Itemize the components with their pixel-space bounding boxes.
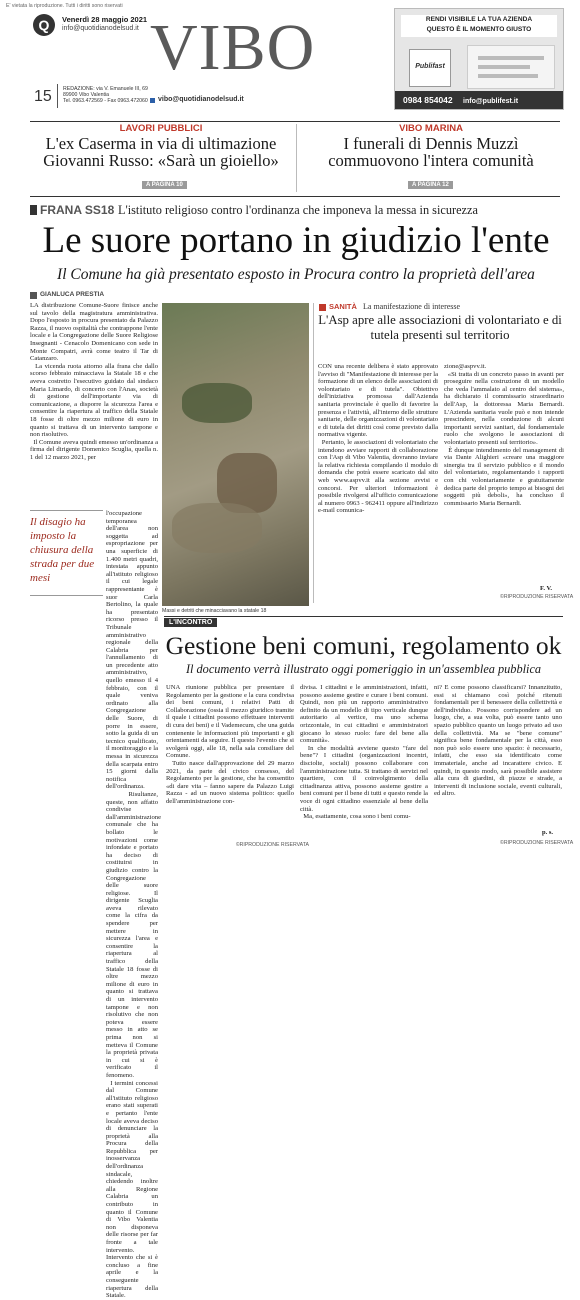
incontro-text-col1: UNA riunione pubblica per presentare il Regolamento per la gestione e la cura condivisa dei beni comuni, i relativi Patti di Collaborazione (ossia il mezzo giuridico tramite il quale i cittadini possono effettuare interventi di cura dei beni) e il Vademecum, che una guida contenente le informazioni più importanti e gli orientamenti da seguire. Il questo l'evento che si svolgerà oggi, alle 18, nella sala consiliare del Comune. Tutto nasce dall'approvazione del 29 marzo 2021, da parte del civico consesso, del Regolamento per la gestione, che ha consentito «di dare vita – fanno sapere da Palazzo Luigi Razza - ad un nuovo sistema politico: quello dell'amministrazione con-: [166, 684, 295, 805]
ad-brand-box: [409, 49, 451, 87]
ad-brand: Publifast: [415, 63, 445, 70]
main-text-col2: l'occupazione temporanea dell'area non soggetta ad espropriazione per una superficie di 1.400 metri quadri, intestata appunto all'istituto religioso il cui legale rappresentante è suor Carla Bertolino, la quale ha presentato ricorso presso il Tribunale amministrativo regionale della Calabria per l'annullamento di un precedente atto amministrativo, quello emesso il 4 febbraio, con il quale veniva ordinato alla Congregazione delle Suore, di porre in essere, sotto la guida di un tecnico qualificato, il monitoraggio e la messa in sicurezza della scarpata entro 15 giorni dalla notifica dell'ordinanza. Risultanze, queste, non affatto condivise dall'amministrazione comunale che ha bollato le motivazioni come infondate e portato ha deciso di costituirsi in giudizio contro la Congregazione delle suore religiose. Il dirigente Scuglia aveva rilevato come la cifra da spendere per mettere in sicurezza l'area e consentire la riapertura al traffico della Statale 18 fosse di oltre mezzo milione di euro in quanto si trattava di un intervento tampone e non risolutivo che non poteva essere messo in atto se prima non si metteva il Comune la proprietà privata in cui si è verificato il fenomeno. I termini concessi dal Comune all'istituto religioso erano stati superati e pertanto l'ente locale aveva deciso di denunciare la proprietà alla Procura della Repubblica per inosservanza dell'ordinanza sindacale, chiedendo inoltre alla Regione Calabria un contributo in quanto il Comune di Vibo Valentia non disponeva delle risorse per far fronte a tale intervento. Intervento che si è concluso a fine aprile e la conseguente riapertura della Statale.: [106, 510, 162, 1300]
newspaper-logo: Q: [33, 14, 55, 36]
incontro-text-col3: ni? E come possono classificarsi? Innanzitutto, essi si chiamano così poiché ritenuti fondamentali per il benessere della collettività e dell'individuo. Possono corrispondere ad un luogo, che, a sua volta, può essere tanto uno spazio pubblico quanto un luogo privato ad uso della collettività. Ma se "bene comune" significa bene fondamentale per la città, esso non può solo essere uno spazio: è necessario, infatti, che esso sia identificato come immateriale, anche ad incarattere civico. E quindi, in questo modo, sarà possibile assistere alla cura di giardini, di piazze e strade, a interventi di inclusione sociale, eventi culturali, ed altro.: [434, 684, 564, 798]
teaser-page-ref: A PAGINA 10: [142, 181, 187, 189]
publifast-ad[interactable]: [394, 8, 564, 110]
teaser-kicker: VIBO MARINA: [399, 123, 463, 134]
teaser-line-1: I funerali di Dennis Muzzì: [343, 134, 519, 153]
main-subhead: Il Comune ha già presentato esposto in Procura contro la proprietà dell'area: [57, 266, 535, 283]
teaser-line-2: commuovono l'intera comunità: [328, 151, 534, 170]
byline: GIANLUCA PRESTIA: [40, 291, 105, 298]
teaser-line-1: L'ex Caserma in via di ultimazione: [45, 134, 277, 153]
sidebar-copyright: ©RIPRODUZIONE RISERVATA: [500, 594, 574, 600]
sidebar-signature: F. V.: [540, 585, 552, 592]
sidebar-kicker: La manifestazione di interesse: [363, 302, 461, 311]
sidebar-text-col2: zione@aspvv.it. «Si tratta di un concreto passo in avanti per proseguire nella costruzione di un modello che veda l'ammalato al centro del sistema», ha dichiarato il commissario straordinario dell'Asp, la dottoressa Maria Bernardi. L'Azienda sanitaria vuole può e non intende prescindere, nella conduzione di alcuni importanti servizi sanitari, dal fondamentale ruolo che svolgono le associazioni di volontariato presenti sul territorio». È dunque intendimento del management di via Dante Alighieri «creare una maggiore sinergia tra il servizio pubblico e il mondo del volontariato, regolamentando i rapporti con chi volontariamente e gratuitamente dedica parte del proprio tempo ai bisogni dei soggetti più deboli», ha concluso il commissario Maria Bernardi.: [444, 363, 565, 507]
photo-caption: Massi e detriti che minacciavano la statale 18: [162, 608, 267, 614]
mail-icon: [150, 98, 155, 103]
ad-illustration: [467, 45, 555, 89]
byline-square-icon: [30, 292, 37, 299]
sidebar-headline: L'Asp apre alle associazioni di volontariato e di tutela presenti sul territorio: [318, 313, 562, 342]
redazione-info: REDAZIONE: via V. Emanuele III, 69 89900 Vibo Valentia Tel. 0963.472569 - Fax 0963.472060: [63, 86, 148, 105]
desk-email: vibo@quotidianodelsud.it: [158, 96, 244, 103]
ad-line-2: QUESTO È IL MOMENTO GIUSTO: [426, 26, 532, 33]
main-occhiello: L'istituto religioso contro l'ordinanza che imponeva la messa in sicurezza: [118, 203, 478, 217]
ad-phone: 0984 854042: [403, 95, 453, 105]
main-copyright: ©RIPRODUZIONE RISERVATA: [235, 842, 309, 848]
ad-email: info@publifest.it: [463, 98, 519, 105]
tag-square-icon: [30, 205, 37, 215]
incontro-text-col2: divisa. I cittadini e le amministrazioni, infatti, possono assieme gestire e curare i beni comuni. Quindi, non più un rapporto amministrativo definito da un modello di tipo verticale dunque autoritario al vertice, ma uno schema orizzontale, in cui cittadini e amministratori giocano lo stesso ruolo: fare del bene alla comunità». In che modalità avviene questo "fare del bene"? I cittadini (organizzazioni incentri, disciolte, sociali) possono collaborare con l'amministrazione tutta. Si trattano di servizi nel quartiere, con il coinvolgimento della cittadinanza attiva, possono assieme gestire a beni comuni per il bene di tutti e questo rende la voce di ogni cittadino essenziale al bene della città. Ma, esattamente, cosa sono i beni comu-: [300, 684, 428, 821]
sidebar-tag: SANITÀ: [329, 302, 357, 311]
teaser-line-2: Giovanni Russo: «Sarà un gioiello»: [43, 151, 279, 170]
teaser-lavori[interactable]: [30, 123, 292, 169]
incontro-subhead: Il documento verrà illustrato oggi pomeriggio in un'assemblea pubblica: [185, 662, 542, 676]
issue-date: Venerdì 28 maggio 2021: [62, 15, 148, 24]
teaser-vibo-marina[interactable]: [300, 123, 562, 169]
ad-line-1: RENDI VISIBILE LA TUA AZIENDA: [425, 16, 533, 23]
page-number: 15: [34, 88, 52, 105]
section-title: VIBO: [150, 11, 316, 84]
main-headline: Le suore portano in giudizio l'ente: [42, 220, 550, 261]
site-email: info@quotidianodelsud.it: [62, 25, 139, 32]
pull-quote: Il disagio ha imposto la chiusura della strada per due mesi: [30, 510, 103, 596]
copyright-notice: E' vietata la riproduzione. Tutti i diritti sono riservati: [6, 3, 123, 9]
teaser-page-ref: A PAGINA 12: [408, 181, 453, 189]
sidebar-text-col1: CON una recente delibera è stato approvato l'avviso di "Manifestazione di interesse per la formazione di un elenco delle associazioni di volontariato e di tutela". Obiettivo dell'iniziativa promossa dall'Azienda sanitaria provinciale è quello di favorire la presenza e l'attività, all'interno delle strutture sanitarie, delle organizzazioni di volontariato e di tutela dei diritti così come previsto dalla normativa vigente. Pertanto, le associazioni di volontariato che intendono avviare rapporti di collaborazione con l'Asp di Vibo Valentia, dovranno inviare la relativa richiesta compilando il modulo di domanda che potrà essere scaricato dal sito web www.aspvv.it alla sezione avvisi e concorsi. Per ulteriori informazioni è possibile rivolgersi all'ufficio comunicazione al numero 0963 - 962411 oppure all'indirizzo e-mail comunica-: [318, 363, 439, 515]
main-text-col1: LA distribuzione Comune-Suore finisce anche sul tavolo della magistratura amministrativa. Dopo l'esposto in procura presentato da Palazzo Razza, il nuovo ospitalità che contrappone l'ente locale e la Congregazione delle Suore Religiose Insegnanti - Cenacolo Domenicano con sede in Monte Compatri, avrà come teatro il Tar di Catanzaro. La vicenda ruota attorno alla frana che dallo scorso febbraio minacciava la Statale 18 e che aveva costretto l'esecutivo guidato dal sindaco Maria Limardo, di concerto con l'Anas, società di gestione dell'importante via di comunicazione, a disporre la sicurezza l'area e consentire la riapertura al traffico della Statale 18 fosse di oltre mezzo milione di euro in quanto si trattava di un intervento tampone e non risolutivo. Il Comune aveva quindi emesso un'ordinanza a firma del dirigente Domenico Scuglia, quella n. 1 del 12 marzo 2021, per: [30, 302, 159, 461]
incontro-tag: L'INCONTRO: [164, 618, 217, 627]
incontro-headline: Gestione beni comuni, regolamento ok: [165, 631, 562, 660]
teaser-kicker: LAVORI PUBBLICI: [119, 123, 203, 134]
incontro-copyright: ©RIPRODUZIONE RISERVATA: [500, 840, 574, 846]
sidebar-tag-icon: [319, 304, 326, 311]
incontro-signature: p. s.: [542, 829, 554, 836]
main-tag: FRANA SS18: [40, 203, 115, 217]
landslide-photo: [162, 303, 309, 606]
